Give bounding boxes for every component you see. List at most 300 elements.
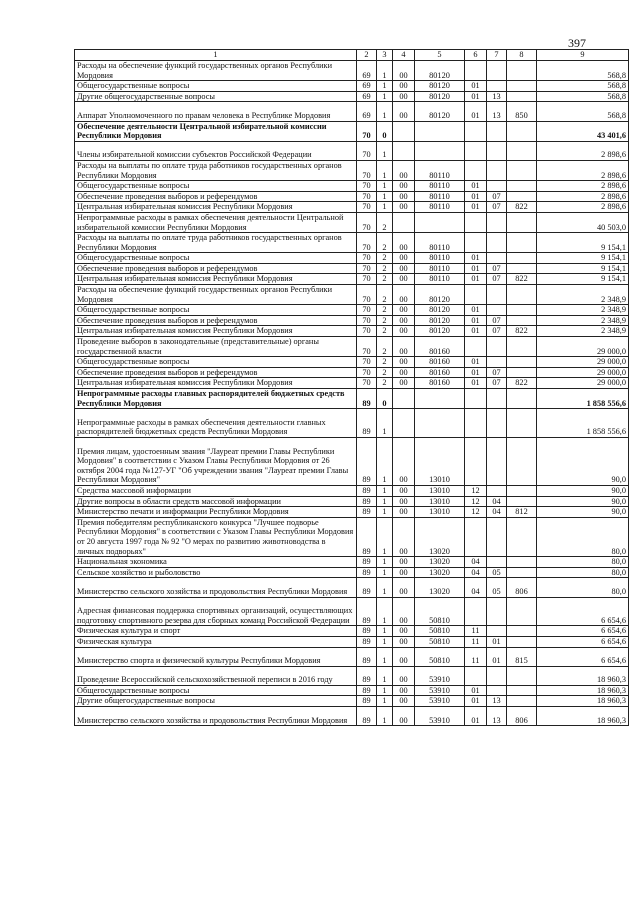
col-2: 70 [357, 141, 377, 160]
row-name: Расходы на выплаты по оплате труда работников государственных органов Республики Мордовия [75, 233, 357, 253]
row-name: Физическая культура [75, 636, 357, 647]
col-8 [507, 61, 537, 81]
col-5 [415, 409, 465, 438]
row-amount: 6 654,6 [537, 636, 629, 647]
col-3: 0 [377, 121, 393, 141]
col-6: 01 [465, 315, 487, 326]
row-name: Обеспечение проведения выборов и референдумов [75, 263, 357, 274]
col-5: 80160 [415, 367, 465, 378]
row-name: Общегосударственные вопросы [75, 357, 357, 368]
row-name: Национальная экономика [75, 557, 357, 568]
col-8 [507, 485, 537, 496]
row-amount: 2 348,9 [537, 285, 629, 305]
col-8: 812 [507, 507, 537, 518]
col-5: 80110 [415, 191, 465, 202]
col-7 [487, 160, 507, 180]
col-8 [507, 437, 537, 485]
table-row [75, 597, 629, 626]
column-header: 1 [75, 50, 357, 61]
col-2: 69 [357, 102, 377, 121]
col-4: 00 [393, 485, 415, 496]
col-8: 806 [507, 578, 537, 597]
col-6: 01 [465, 685, 487, 696]
row-amount: 6 654,6 [537, 647, 629, 666]
col-8: 822 [507, 274, 537, 285]
col-4: 00 [393, 597, 415, 626]
col-2: 89 [357, 567, 377, 578]
col-5: 13010 [415, 496, 465, 507]
col-8 [507, 567, 537, 578]
col-8 [507, 696, 537, 707]
row-amount: 9 154,1 [537, 263, 629, 274]
col-5: 80160 [415, 378, 465, 389]
row-amount: 80,0 [537, 517, 629, 556]
table-row [75, 666, 629, 685]
col-7: 05 [487, 567, 507, 578]
row-amount: 29 000,0 [537, 378, 629, 389]
col-5: 80120 [415, 102, 465, 121]
row-name: Расходы на обеспечение функций государственных органов Республики Мордовия [75, 61, 357, 81]
col-7: 07 [487, 191, 507, 202]
row-amount: 90,0 [537, 485, 629, 496]
row-name: Проведение выборов в законодательные (представительные) органы государственной власти [75, 337, 357, 357]
col-2: 70 [357, 285, 377, 305]
col-2: 89 [357, 696, 377, 707]
col-3: 1 [377, 517, 393, 556]
col-6 [465, 437, 487, 485]
col-4: 00 [393, 61, 415, 81]
table-row [75, 315, 629, 326]
col-5: 13010 [415, 507, 465, 518]
col-7: 07 [487, 315, 507, 326]
col-7 [487, 437, 507, 485]
row-amount: 2 898,6 [537, 181, 629, 192]
table-row [75, 91, 629, 102]
row-amount: 9 154,1 [537, 233, 629, 253]
col-6: 04 [465, 567, 487, 578]
row-name: Члены избирательной комиссии субъектов Российской Федерации [75, 141, 357, 160]
col-4: 00 [393, 707, 415, 726]
col-6: 01 [465, 305, 487, 316]
row-name: Другие общегосударственные вопросы [75, 696, 357, 707]
row-amount: 80,0 [537, 567, 629, 578]
row-amount: 2 898,6 [537, 191, 629, 202]
col-7: 07 [487, 263, 507, 274]
table-row [75, 647, 629, 666]
col-6 [465, 61, 487, 81]
col-8 [507, 263, 537, 274]
col-8: 822 [507, 326, 537, 337]
row-amount: 2 898,6 [537, 141, 629, 160]
col-6: 01 [465, 202, 487, 213]
col-4: 00 [393, 685, 415, 696]
col-2: 69 [357, 91, 377, 102]
col-6 [465, 212, 487, 232]
row-name: Общегосударственные вопросы [75, 685, 357, 696]
col-4: 00 [393, 181, 415, 192]
col-5: 53910 [415, 666, 465, 685]
row-name: Другие вопросы в области средств массовой информации [75, 496, 357, 507]
col-4: 00 [393, 507, 415, 518]
row-amount: 43 401,6 [537, 121, 629, 141]
col-5: 80120 [415, 305, 465, 316]
col-3: 1 [377, 496, 393, 507]
row-name: Другие общегосударственные вопросы [75, 91, 357, 102]
col-7 [487, 389, 507, 409]
col-7: 04 [487, 496, 507, 507]
col-5: 80160 [415, 357, 465, 368]
table-row [75, 191, 629, 202]
row-name: Обеспечение проведения выборов и референдумов [75, 315, 357, 326]
table-row [75, 485, 629, 496]
col-3: 1 [377, 409, 393, 438]
col-5: 13020 [415, 517, 465, 556]
col-7 [487, 233, 507, 253]
col-7: 13 [487, 91, 507, 102]
col-2: 70 [357, 202, 377, 213]
page-number: 397 [568, 36, 586, 50]
col-7 [487, 557, 507, 568]
col-3: 1 [377, 597, 393, 626]
table-row [75, 274, 629, 285]
col-7: 07 [487, 326, 507, 337]
col-4: 00 [393, 274, 415, 285]
col-7 [487, 81, 507, 92]
col-2: 69 [357, 81, 377, 92]
col-2: 70 [357, 233, 377, 253]
col-8: 850 [507, 102, 537, 121]
table-row [75, 253, 629, 264]
col-2: 70 [357, 253, 377, 264]
col-4: 00 [393, 437, 415, 485]
row-name: Центральная избирательная комиссия Республики Мордовия [75, 274, 357, 285]
row-amount: 1 858 556,6 [537, 409, 629, 438]
col-5 [415, 389, 465, 409]
row-name: Физическая культура и спорт [75, 626, 357, 637]
col-6: 01 [465, 274, 487, 285]
col-8 [507, 636, 537, 647]
col-8 [507, 141, 537, 160]
col-3: 1 [377, 578, 393, 597]
col-8 [507, 685, 537, 696]
col-6: 01 [465, 191, 487, 202]
col-4: 00 [393, 102, 415, 121]
col-2: 70 [357, 367, 377, 378]
col-8 [507, 121, 537, 141]
row-amount: 40 503,0 [537, 212, 629, 232]
col-6: 01 [465, 378, 487, 389]
col-7 [487, 61, 507, 81]
col-2: 70 [357, 378, 377, 389]
col-5: 53910 [415, 707, 465, 726]
col-7 [487, 597, 507, 626]
col-8 [507, 81, 537, 92]
col-3: 1 [377, 685, 393, 696]
col-8 [507, 181, 537, 192]
row-amount: 18 960,3 [537, 666, 629, 685]
col-8: 806 [507, 707, 537, 726]
row-amount: 2 898,6 [537, 160, 629, 180]
row-amount: 568,8 [537, 61, 629, 81]
column-header: 8 [507, 50, 537, 61]
col-3: 1 [377, 485, 393, 496]
col-6: 01 [465, 696, 487, 707]
col-7 [487, 285, 507, 305]
row-amount: 6 654,6 [537, 626, 629, 637]
table-row [75, 326, 629, 337]
row-amount: 90,0 [537, 437, 629, 485]
row-name: Обеспечение проведения выборов и референдумов [75, 191, 357, 202]
row-amount: 9 154,1 [537, 274, 629, 285]
table-row [75, 285, 629, 305]
col-4: 00 [393, 315, 415, 326]
col-2: 89 [357, 409, 377, 438]
col-4: 00 [393, 202, 415, 213]
table-row [75, 141, 629, 160]
col-3: 1 [377, 141, 393, 160]
col-3: 2 [377, 315, 393, 326]
col-2: 89 [357, 437, 377, 485]
col-4: 00 [393, 305, 415, 316]
col-5: 13010 [415, 437, 465, 485]
col-5 [415, 121, 465, 141]
row-amount: 18 960,3 [537, 685, 629, 696]
col-3: 1 [377, 81, 393, 92]
row-name: Общегосударственные вопросы [75, 181, 357, 192]
column-header: 7 [487, 50, 507, 61]
col-3: 0 [377, 389, 393, 409]
col-4: 00 [393, 191, 415, 202]
col-4: 00 [393, 285, 415, 305]
row-name: Центральная избирательная комиссия Республики Мордовия [75, 378, 357, 389]
col-3: 1 [377, 91, 393, 102]
col-7: 01 [487, 647, 507, 666]
col-3: 2 [377, 305, 393, 316]
col-8 [507, 91, 537, 102]
row-amount: 1 858 556,6 [537, 389, 629, 409]
col-2: 70 [357, 263, 377, 274]
col-6 [465, 337, 487, 357]
row-amount: 80,0 [537, 578, 629, 597]
col-7 [487, 626, 507, 637]
col-6: 01 [465, 102, 487, 121]
col-8: 822 [507, 202, 537, 213]
col-4 [393, 409, 415, 438]
col-6: 01 [465, 91, 487, 102]
col-6: 12 [465, 507, 487, 518]
row-name: Министерство сельского хозяйства и продовольствия Республики Мордовия [75, 707, 357, 726]
table-row [75, 305, 629, 316]
col-4: 00 [393, 666, 415, 685]
row-amount: 29 000,0 [537, 367, 629, 378]
col-8 [507, 285, 537, 305]
row-amount: 29 000,0 [537, 337, 629, 357]
col-5: 50810 [415, 626, 465, 637]
col-8 [507, 597, 537, 626]
row-name: Общегосударственные вопросы [75, 253, 357, 264]
table-row [75, 578, 629, 597]
col-5: 13020 [415, 567, 465, 578]
col-3: 1 [377, 202, 393, 213]
row-name: Министерство спорта и физической культуры Республики Мордовия [75, 647, 357, 666]
col-3: 1 [377, 61, 393, 81]
col-2: 70 [357, 337, 377, 357]
col-7 [487, 409, 507, 438]
col-6 [465, 160, 487, 180]
col-8 [507, 666, 537, 685]
col-3: 2 [377, 326, 393, 337]
table-row [75, 409, 629, 438]
col-2: 89 [357, 557, 377, 568]
table-row [75, 378, 629, 389]
col-5: 80110 [415, 253, 465, 264]
budget-table [74, 49, 629, 726]
col-6: 11 [465, 626, 487, 637]
col-6: 01 [465, 326, 487, 337]
col-7 [487, 181, 507, 192]
col-5: 80160 [415, 337, 465, 357]
col-4: 00 [393, 567, 415, 578]
row-name: Премия лицам, удостоенным звания "Лауреат премии Главы Республики Мордовия" в соответствии с Указом Главы Республики Мордовия от 26 октября 2004 года №127-УГ "Об учреждении звания "Лауреат премии Главы Республики Мордовия" [75, 437, 357, 485]
col-2: 70 [357, 305, 377, 316]
row-name: Общегосударственные вопросы [75, 81, 357, 92]
table-row [75, 707, 629, 726]
col-3: 2 [377, 212, 393, 232]
row-name: Обеспечение деятельности Центральной избирательной комиссии Республики Мордовия [75, 121, 357, 141]
col-3: 1 [377, 636, 393, 647]
table-row [75, 181, 629, 192]
col-7 [487, 212, 507, 232]
col-7: 13 [487, 102, 507, 121]
col-4: 00 [393, 160, 415, 180]
row-amount: 18 960,3 [537, 707, 629, 726]
col-5: 53910 [415, 696, 465, 707]
col-2: 70 [357, 160, 377, 180]
col-3: 2 [377, 274, 393, 285]
col-4: 00 [393, 326, 415, 337]
row-name: Адресная финансовая поддержка спортивных организаций, осуществляющих подготовку спортивного резерва для сборных команд Российской Федерации [75, 597, 357, 626]
col-2: 89 [357, 626, 377, 637]
col-4: 00 [393, 578, 415, 597]
column-header: 6 [465, 50, 487, 61]
row-amount: 2 348,9 [537, 305, 629, 316]
col-7: 07 [487, 202, 507, 213]
col-5: 80120 [415, 91, 465, 102]
row-amount: 568,8 [537, 81, 629, 92]
col-6: 01 [465, 81, 487, 92]
col-6: 11 [465, 647, 487, 666]
row-amount: 80,0 [537, 557, 629, 568]
col-8 [507, 212, 537, 232]
table-row [75, 557, 629, 568]
col-6: 04 [465, 557, 487, 568]
col-8 [507, 160, 537, 180]
row-name: Министерство печати и информации Республики Мордовия [75, 507, 357, 518]
col-8: 822 [507, 378, 537, 389]
col-2: 89 [357, 636, 377, 647]
table-row [75, 212, 629, 232]
col-4 [393, 121, 415, 141]
col-7: 07 [487, 367, 507, 378]
col-3: 2 [377, 285, 393, 305]
table-row [75, 626, 629, 637]
col-6: 12 [465, 496, 487, 507]
table-row [75, 685, 629, 696]
row-amount: 18 960,3 [537, 696, 629, 707]
col-7: 13 [487, 707, 507, 726]
col-7 [487, 253, 507, 264]
col-6: 11 [465, 636, 487, 647]
col-4: 00 [393, 233, 415, 253]
col-7 [487, 305, 507, 316]
col-6: 01 [465, 357, 487, 368]
col-2: 89 [357, 707, 377, 726]
col-2: 89 [357, 389, 377, 409]
row-amount: 90,0 [537, 507, 629, 518]
col-4: 00 [393, 626, 415, 637]
row-name: Центральная избирательная комиссия Республики Мордовия [75, 326, 357, 337]
row-name: Средства массовой информации [75, 485, 357, 496]
col-4: 00 [393, 696, 415, 707]
col-5: 50810 [415, 597, 465, 626]
table-row [75, 102, 629, 121]
col-5: 13020 [415, 557, 465, 568]
col-3: 2 [377, 367, 393, 378]
col-8 [507, 409, 537, 438]
row-amount: 568,8 [537, 102, 629, 121]
col-8 [507, 337, 537, 357]
col-7 [487, 685, 507, 696]
col-5: 80110 [415, 263, 465, 274]
col-5: 80120 [415, 285, 465, 305]
col-3: 1 [377, 557, 393, 568]
col-5: 80120 [415, 61, 465, 81]
table-row [75, 121, 629, 141]
col-6 [465, 141, 487, 160]
col-4: 00 [393, 647, 415, 666]
row-name: Центральная избирательная комиссия Республики Мордовия [75, 202, 357, 213]
table-row [75, 233, 629, 253]
col-5: 80120 [415, 315, 465, 326]
col-6 [465, 233, 487, 253]
col-3: 2 [377, 337, 393, 357]
column-header: 3 [377, 50, 393, 61]
col-2: 69 [357, 61, 377, 81]
col-8 [507, 626, 537, 637]
col-2: 89 [357, 507, 377, 518]
col-5: 80110 [415, 181, 465, 192]
col-4: 00 [393, 253, 415, 264]
col-6 [465, 517, 487, 556]
col-6: 04 [465, 578, 487, 597]
col-8 [507, 389, 537, 409]
col-3: 2 [377, 263, 393, 274]
col-5: 13020 [415, 578, 465, 597]
col-8: 815 [507, 647, 537, 666]
col-6: 01 [465, 181, 487, 192]
col-5: 80120 [415, 326, 465, 337]
col-7: 13 [487, 696, 507, 707]
col-6 [465, 666, 487, 685]
col-5: 80110 [415, 202, 465, 213]
table-row [75, 61, 629, 81]
col-5: 80110 [415, 274, 465, 285]
col-2: 89 [357, 485, 377, 496]
row-name: Обеспечение проведения выборов и референдумов [75, 367, 357, 378]
table-row [75, 636, 629, 647]
row-name: Непрограммные расходы в рамках обеспечения деятельности Центральной избирательной комиссии Республики Мордовия [75, 212, 357, 232]
col-7: 04 [487, 507, 507, 518]
